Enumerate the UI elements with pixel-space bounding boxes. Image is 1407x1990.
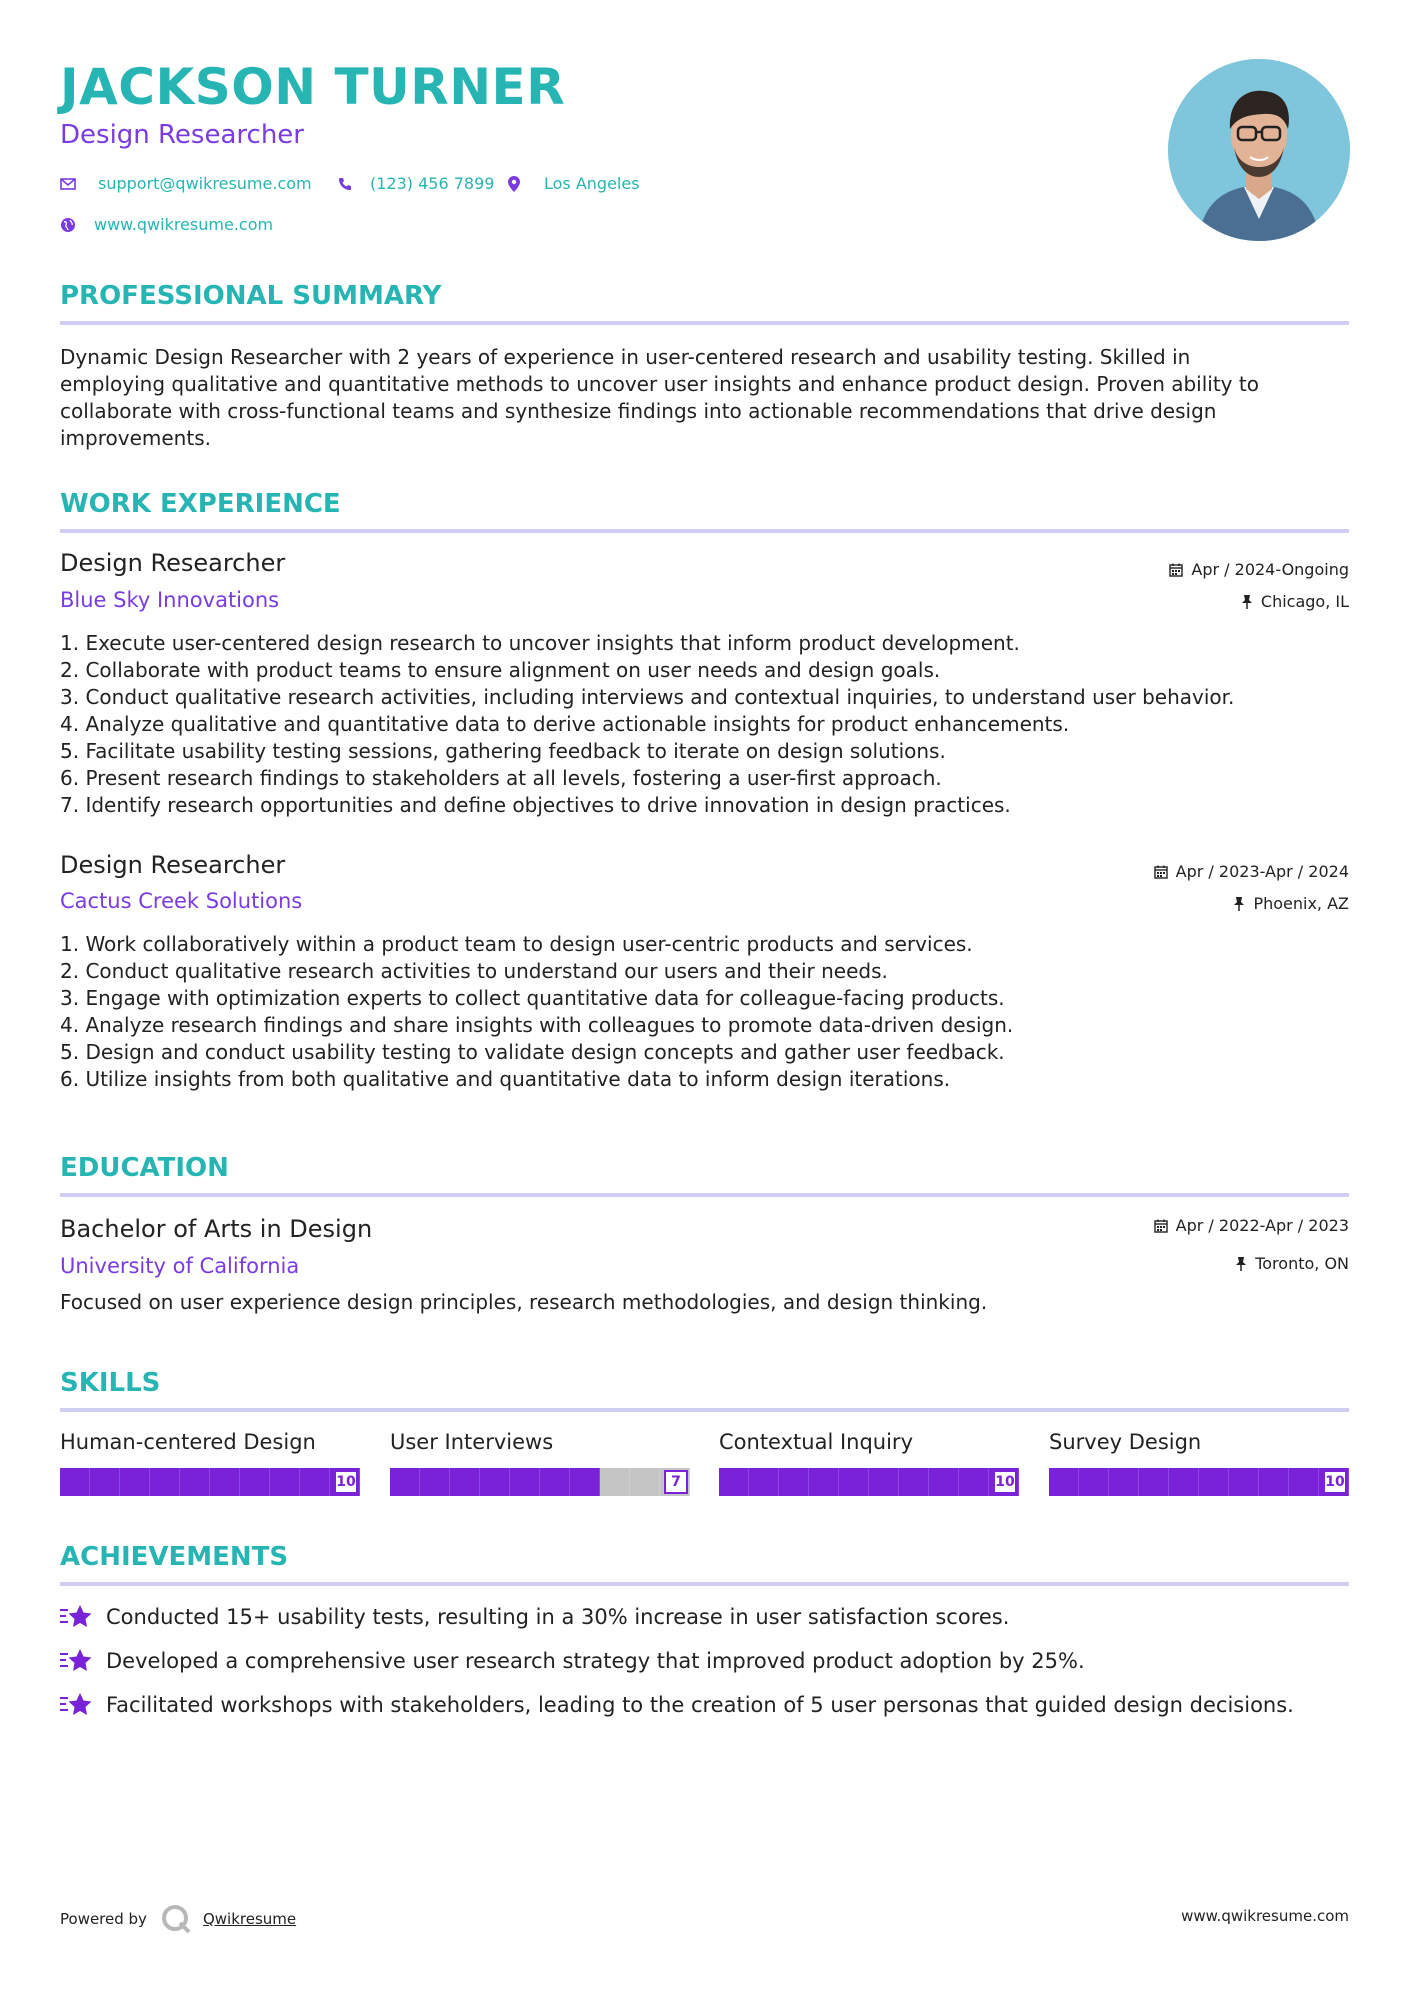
star-icon (60, 1604, 92, 1630)
job-responsibilities (60, 630, 1349, 819)
list-item: 5. Design and conduct usability testing to validate design concepts and gather user feedback. (60, 1040, 1005, 1064)
summary-divider (60, 321, 1349, 325)
skill-bar-segment-filled (749, 1468, 779, 1496)
skill-bar (719, 1468, 1019, 1496)
skill-bar-segment-filled (90, 1468, 120, 1496)
skill-bar-segment-filled (540, 1468, 570, 1496)
achievement-text: Developed a comprehensive user research strategy that improved product adoption by 25%. (106, 1649, 1085, 1673)
education-heading: EDUCATION (60, 1153, 229, 1183)
skill-bar (390, 1468, 690, 1496)
skills-divider (60, 1408, 1349, 1412)
calendar-icon (1169, 563, 1183, 577)
envelope-icon (60, 178, 76, 190)
summary-heading: PROFESSIONAL SUMMARY (60, 281, 442, 311)
list-item: 4. Analyze research findings and share insights with colleagues to promote data-driven design. (60, 1013, 1014, 1037)
job-date-text: Apr / 2023-Apr / 2024 (1175, 862, 1349, 881)
skill-bar-segment-filled (1049, 1468, 1079, 1496)
skill-name: Survey Design (1049, 1430, 1202, 1454)
contact-website[interactable] (60, 215, 273, 234)
powered-by-text: Powered by (60, 1910, 147, 1928)
pushpin-icon (1241, 595, 1253, 609)
skill-bar-segment-filled (1229, 1468, 1259, 1496)
list-item: 3. Engage with optimization experts to collect quantitative data for colleague-facing products. (60, 986, 1005, 1010)
skill-bar-segment-filled (300, 1468, 330, 1496)
skill-bar-segment-filled (959, 1468, 989, 1496)
job-location (1241, 592, 1349, 611)
pushpin-icon (1233, 897, 1245, 911)
skill-bar-segment-filled (210, 1468, 240, 1496)
skill-bar-segment-filled (450, 1468, 480, 1496)
skill-bar-segment-filled (1109, 1468, 1139, 1496)
location-text: Los Angeles (544, 174, 640, 193)
list-item: 1. Work collaboratively within a product team to design user-centric products and services. (60, 932, 973, 956)
skill-bar-segment-filled (60, 1468, 90, 1496)
summary-line: collaborate with cross-functional teams and synthesize findings into actionable recommendations that drive design (60, 399, 1217, 423)
achievement-item (60, 1604, 1009, 1630)
skill-bar-segment-filled (839, 1468, 869, 1496)
job-company: Blue Sky Innovations (60, 588, 280, 612)
achievement-text: Conducted 15+ usability tests, resulting in a 30% increase in user satisfaction scores. (106, 1605, 1010, 1629)
summary-line: improvements. (60, 426, 211, 450)
skill-bar-segment-filled (570, 1468, 600, 1496)
skill-bar-segment-filled (1139, 1468, 1169, 1496)
skill-bar-segment-filled (180, 1468, 210, 1496)
calendar-icon (1154, 1219, 1168, 1233)
experience-heading: WORK EXPERIENCE (60, 489, 341, 519)
skill-bar-segment-filled (390, 1468, 420, 1496)
skill-bar-segment-filled (929, 1468, 959, 1496)
list-item: 6. Utilize insights from both qualitative and quantitative data to inform design iterations. (60, 1067, 951, 1091)
skill-bar-segment-filled (1289, 1468, 1319, 1496)
skill-bar-segment-empty (600, 1468, 630, 1496)
list-item: 2. Collaborate with product teams to ensure alignment on user needs and design goals. (60, 658, 941, 682)
list-item: 6. Present research findings to stakeholders at all levels, fostering a user-first approach. (60, 766, 942, 790)
education-description: Focused on user experience design principles, research methodologies, and design thinking. (60, 1290, 988, 1314)
website-text: www.qwikresume.com (94, 215, 274, 234)
email-text: support@qwikresume.com (98, 174, 312, 193)
summary-text (60, 344, 1349, 452)
candidate-role: Design Researcher (60, 120, 304, 150)
job-responsibilities (60, 931, 1349, 1093)
star-icon (60, 1648, 92, 1674)
skill-bar-segment-filled (899, 1468, 929, 1496)
education-date (1154, 1216, 1349, 1235)
education-date-text: Apr / 2022-Apr / 2023 (1175, 1216, 1349, 1235)
job-location (1233, 894, 1349, 913)
list-item: 4. Analyze qualitative and quantitative data to derive actionable insights for product enhancements. (60, 712, 1070, 736)
list-item: 3. Conduct qualitative research activities, including interviews and contextual inquiries, to understand user behavior. (60, 685, 1235, 709)
qwikresume-logo-icon (161, 1904, 193, 1934)
avatar (1168, 59, 1350, 241)
skill-bar-segment-filled (1079, 1468, 1109, 1496)
school-name: University of California (60, 1254, 300, 1278)
achievements-heading: ACHIEVEMENTS (60, 1542, 289, 1572)
list-item: 2. Conduct qualitative research activities to understand our users and their needs. (60, 959, 888, 983)
skill-bar-segment-filled (809, 1468, 839, 1496)
contact-email[interactable] (60, 174, 312, 193)
qwikresume-link[interactable]: Qwikresume (202, 1910, 297, 1928)
map-pin-icon (508, 176, 520, 192)
skill-bar-segment-filled (1259, 1468, 1289, 1496)
profile-photo (1168, 59, 1350, 241)
skill-bar-segment-empty (630, 1468, 660, 1496)
skill-bar-segment-filled (1199, 1468, 1229, 1496)
list-item: 5. Facilitate usability testing sessions, gathering feedback to iterate on design solutions. (60, 739, 946, 763)
achievements-divider (60, 1582, 1349, 1586)
skill-bar-segment-filled (719, 1468, 749, 1496)
skill-bar-segment-filled (1169, 1468, 1199, 1496)
list-item: 1. Execute user-centered design research to uncover insights that inform product development. (60, 631, 1020, 655)
skill-bar-segment-filled (869, 1468, 899, 1496)
skill-score: 10 (334, 1470, 358, 1494)
education-location (1235, 1254, 1349, 1273)
job-date-text: Apr / 2024-Ongoing (1191, 560, 1349, 579)
footer-website[interactable]: www.qwikresume.com (1181, 1907, 1349, 1925)
education-divider (60, 1193, 1349, 1197)
achievement-text: Facilitated workshops with stakeholders, leading to the creation of 5 user personas that guided design decisions. (106, 1693, 1294, 1717)
skill-bar-segment-filled (240, 1468, 270, 1496)
pushpin-icon (1235, 1257, 1247, 1271)
summary-line: employing qualitative and quantitative methods to uncover user insights and enhance product design. Proven ability to (60, 372, 1259, 396)
job-title: Design Researcher (60, 851, 286, 879)
footer-powered-by (60, 1904, 296, 1934)
job-date (1154, 862, 1349, 881)
skill-bar-segment-filled (480, 1468, 510, 1496)
summary-line: Dynamic Design Researcher with 2 years of experience in user-centered research and usability testing. Skilled in (60, 345, 1191, 369)
education-location-text: Toronto, ON (1255, 1254, 1349, 1273)
contact-location (508, 174, 640, 193)
skill-bar-segment-filled (420, 1468, 450, 1496)
phone-text: (123) 456 7899 (370, 174, 495, 193)
skill-score: 7 (664, 1470, 688, 1494)
job-title: Design Researcher (60, 549, 286, 577)
candidate-name: JACKSON TURNER (60, 58, 566, 116)
job-company: Cactus Creek Solutions (60, 889, 303, 913)
achievement-item (60, 1692, 1294, 1718)
skill-score: 10 (993, 1470, 1017, 1494)
skill-name: User Interviews (390, 1430, 554, 1454)
globe-icon (60, 217, 76, 233)
skill-bar (60, 1468, 360, 1496)
achievement-item (60, 1648, 1085, 1674)
contact-phone[interactable] (338, 174, 494, 193)
skill-bar-segment-filled (510, 1468, 540, 1496)
star-icon (60, 1692, 92, 1718)
skill-bar (1049, 1468, 1349, 1496)
skill-name: Human-centered Design (60, 1430, 316, 1454)
skill-name: Contextual Inquiry (719, 1430, 913, 1454)
skill-bar-segment-filled (270, 1468, 300, 1496)
skill-score: 10 (1323, 1470, 1347, 1494)
skill-bar-segment-filled (779, 1468, 809, 1496)
skill-bar-segment-filled (120, 1468, 150, 1496)
job-date (1169, 560, 1349, 579)
calendar-icon (1154, 865, 1168, 879)
job-location-text: Phoenix, AZ (1253, 894, 1349, 913)
skill-bar-segment-filled (150, 1468, 180, 1496)
job-location-text: Chicago, IL (1260, 592, 1349, 611)
phone-icon (338, 177, 352, 191)
skills-heading: SKILLS (60, 1368, 161, 1398)
list-item: 7. Identify research opportunities and define objectives to drive innovation in design practices. (60, 793, 1011, 817)
degree-title: Bachelor of Arts in Design (60, 1215, 373, 1243)
experience-divider (60, 529, 1349, 533)
